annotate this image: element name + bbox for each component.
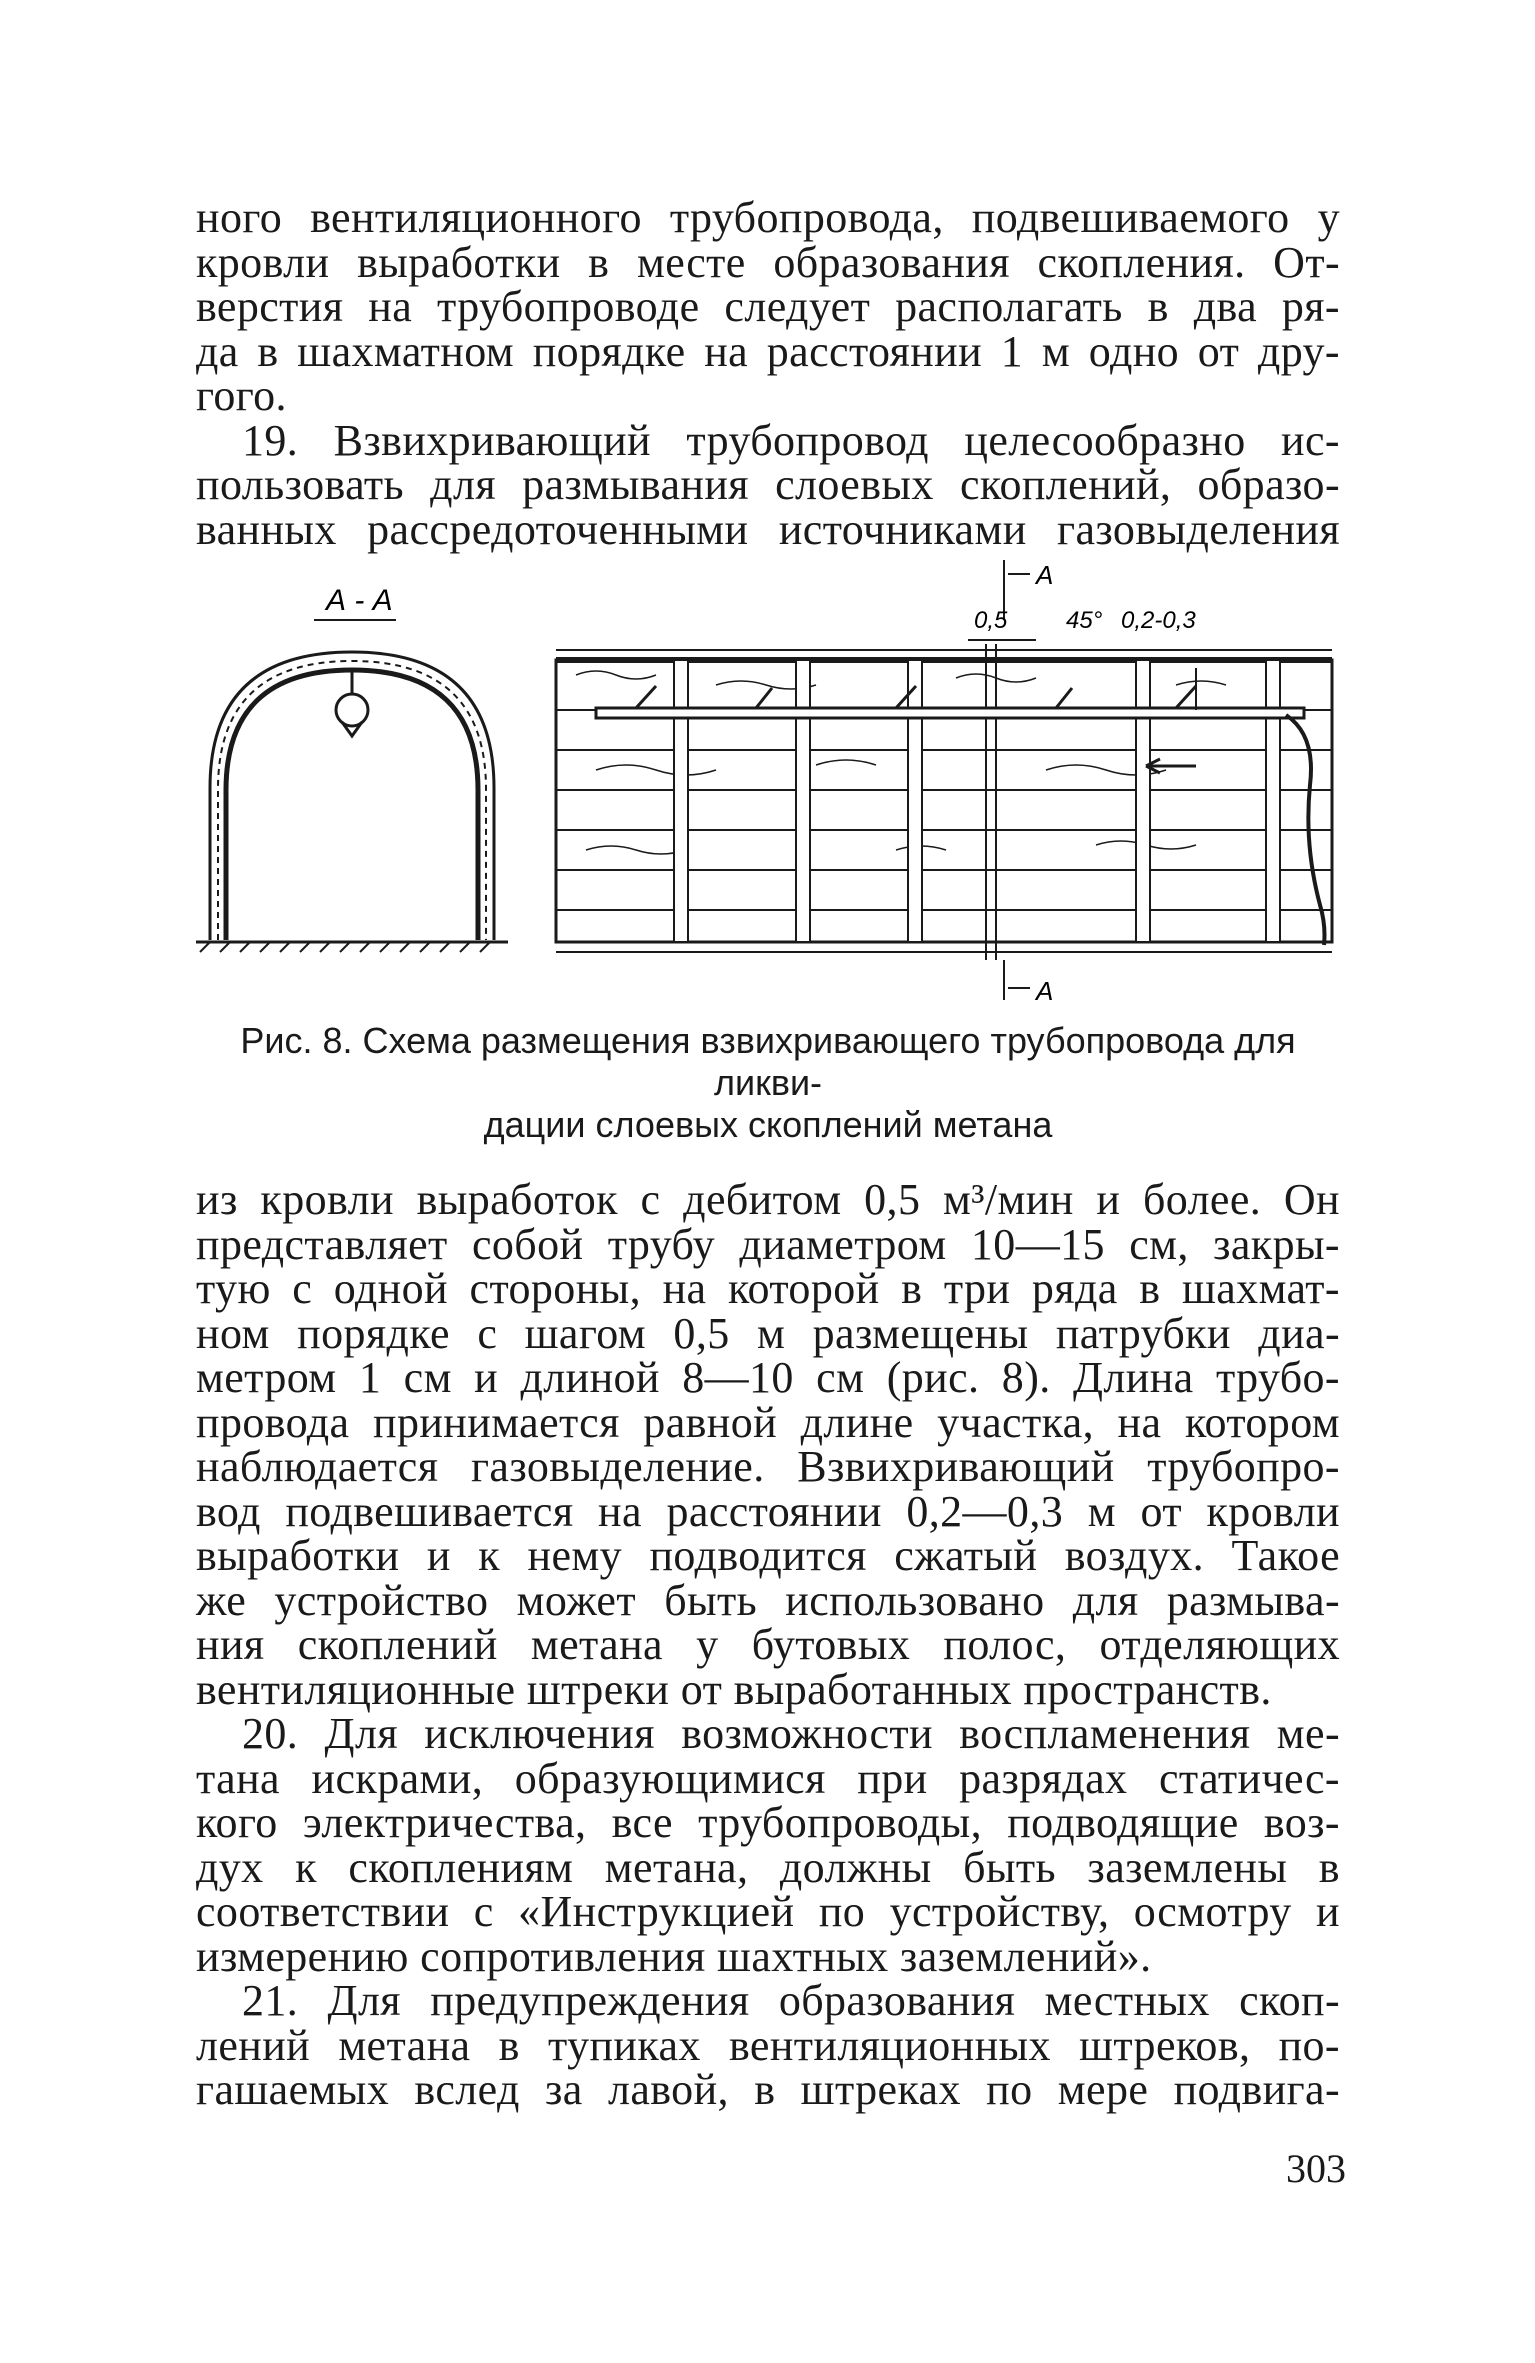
paragraph-top (196, 193, 1340, 420)
text-line: ния скоплений метана у бутовых полос, отделяющих (196, 1620, 1340, 1669)
text-line: соответствии с «Инструкцией по устройству, осмотру и (196, 1887, 1340, 1936)
text-line: из кровли выработок с дебитом 0,5 м³/мин и более. Он (196, 1175, 1340, 1224)
text-line: верстия на трубопроводе следует располагать в два ря- (196, 282, 1340, 331)
text-line: кого электричества, все трубопроводы, подводящие воз- (196, 1798, 1340, 1847)
paragraph-20 (196, 1709, 1340, 1981)
text-line: гашаемых вслед за лавой, в штреках по мере подвига- (196, 2065, 1340, 2114)
caption-line: дации слоевых скоплений метана (483, 1104, 1053, 1145)
text-line: гого. (196, 371, 287, 420)
text-line: вентиляционные штреки от выработанных пространств. (196, 1664, 1272, 1714)
text-line: провода принимается равной длине участка, на котором (196, 1397, 1340, 1447)
dim-angle: 45° (1066, 607, 1103, 634)
text-line: 19. Взвихривающий трубопровод целесообразно ис- (242, 415, 1340, 465)
text-line: тана искрами, образующимися при разрядах статичес- (196, 1753, 1340, 1803)
figure-caption (196, 1020, 1340, 1146)
text-line: вод подвешивается на расстоянии 0,2—0,3 м от кровли (196, 1486, 1340, 1536)
text-line: да в шахматном порядке на расстоянии 1 м одно от дру- (196, 326, 1340, 376)
caption-line: Рис. 8. Схема размещения взвихривающего трубопровода для ликви- (240, 1020, 1296, 1103)
text-line: наблюдается газовыделение. Взвихривающий трубопро- (196, 1442, 1340, 1491)
dim-spacing: 0,5 (974, 607, 1008, 634)
text-line: дух к скоплениям метана, должны быть заземлены в (196, 1842, 1340, 1892)
text-block-bottom (196, 1175, 1340, 2114)
text-line: выработки и к нему подводится сжатый воздух. Такое (196, 1531, 1340, 1580)
page-number: 303 (1286, 2146, 1346, 2191)
text-line: лений метана в тупиках вентиляционных штреков, по- (196, 2020, 1340, 2070)
text-line: пользовать для размывания слоевых скоплений, образо- (196, 460, 1340, 509)
figure-8-diagram (196, 560, 1340, 1010)
text-block-top (196, 193, 1340, 554)
paragraph-21 (196, 1976, 1340, 2114)
text-line: ванных рассредоточенными источниками газовыделения (196, 504, 1340, 554)
text-line: измерению сопротивления шахтных заземлений». (196, 1931, 1152, 1981)
text-line: ного вентиляционного трубопровода, подвешиваемого у (196, 193, 1340, 242)
text-line: же устройство может быть использовано для размыва- (196, 1575, 1340, 1625)
text-line: тую с одной стороны, на которой в три ряда в шахмат- (196, 1264, 1340, 1313)
text-line: ном порядке с шагом 0,5 м размещены патрубки диа- (196, 1308, 1340, 1358)
text-line: кровли выработки в месте образования скопления. От- (196, 237, 1340, 287)
text-line: 20. Для исключения возможности воспламенения ме- (242, 1709, 1340, 1758)
cut-marker-bottom: А (1036, 976, 1054, 1006)
longitudinal-section (556, 644, 1332, 960)
text-line: метром 1 см и длиной 8—10 см (рис. 8). Длина трубо- (196, 1353, 1340, 1402)
paragraph-continued (196, 1175, 1340, 1714)
text-line: 21. Для предупреждения образования местных скоп- (242, 1976, 1340, 2025)
dim-height: 0,2-0,3 (1121, 607, 1196, 634)
tunnel-cross-section (196, 652, 508, 952)
text-line: представляет собой трубу диаметром 10—15 см, закры- (196, 1219, 1340, 1269)
paragraph-19 (196, 415, 1340, 554)
cut-marker-top: А (1036, 560, 1054, 590)
section-label: А - А (326, 584, 393, 617)
